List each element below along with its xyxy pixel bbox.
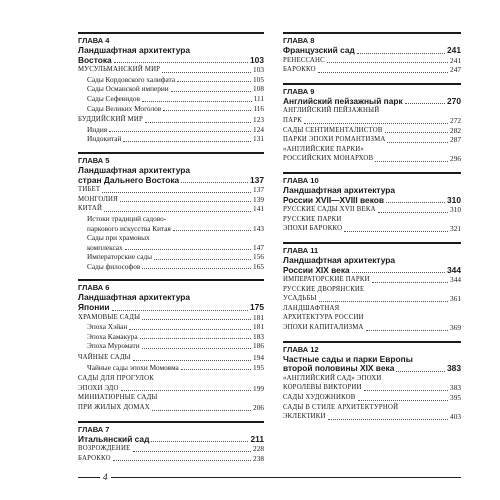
entry-page: 175 — [250, 302, 264, 313]
chapter-number: ГЛАВА 8 — [283, 36, 315, 45]
entry-page: 156 — [253, 252, 264, 262]
dot-leader — [120, 201, 251, 202]
entry-label: ВОЗРОЖДЕНИЕ — [78, 445, 131, 453]
toc-entry — [78, 75, 264, 85]
entry-label: России XVII—XVIII веков — [283, 194, 385, 205]
entry-label: ПАРК — [283, 116, 302, 124]
dot-leader — [319, 301, 448, 302]
chapter-header — [78, 421, 264, 435]
toc-entry — [283, 364, 461, 374]
page-number: 4 — [100, 470, 111, 484]
entry-label: САДЫ В СТИЛЕ АРХИТЕКТУРНОЙ — [283, 403, 399, 411]
chapter-block — [78, 279, 264, 412]
entry-label: Сады Сефевидов — [87, 93, 140, 103]
entry-page: 211 — [250, 433, 264, 444]
entry-page: 241 — [447, 45, 461, 55]
toc-entry — [283, 323, 461, 333]
entry-page: 369 — [450, 323, 461, 333]
entry-label: ПАРКИ ЭПОХИ РОМАНТИЗМА — [283, 136, 386, 144]
entry-page: 361 — [450, 294, 461, 304]
chapter-number: ГЛАВА 6 — [78, 283, 110, 293]
entry-label: Эпоха Камакура — [87, 331, 138, 341]
entry-label: ИМПЕРАТОРСКИЕ ПАРКИ — [283, 276, 370, 284]
dot-leader — [386, 202, 445, 203]
toc-entry — [78, 393, 264, 403]
dot-leader — [112, 310, 248, 311]
entry-label: комплексах — [87, 242, 123, 252]
dot-leader — [129, 329, 251, 330]
chapter-title: Ландшафтная архитектура — [283, 184, 396, 195]
chapter-number: ГЛАВА 11 — [283, 245, 319, 255]
dot-leader — [378, 212, 448, 213]
toc-entry — [283, 126, 461, 136]
entry-page: 123 — [253, 115, 264, 125]
toc-entry — [78, 353, 264, 363]
entry-page: 103 — [253, 65, 264, 75]
entry-page: 147 — [253, 242, 264, 252]
entry-page: 282 — [450, 125, 461, 135]
toc-entry — [78, 363, 264, 373]
toc-entry — [78, 204, 264, 214]
toc-entry — [283, 304, 461, 314]
dot-leader — [151, 441, 248, 442]
toc-entry — [78, 374, 264, 384]
entry-page: 247 — [450, 65, 461, 75]
entry-page: 194 — [253, 353, 264, 363]
chapter-number: ГЛАВА 5 — [78, 155, 110, 165]
toc-entry — [283, 46, 461, 56]
dot-leader — [327, 62, 448, 63]
entry-label: МОНГОЛИЯ — [78, 195, 118, 203]
entry-page: 137 — [250, 174, 264, 185]
entry-page: 165 — [253, 261, 264, 271]
entry-label: ТИБЕТ — [78, 186, 101, 194]
dot-leader — [109, 131, 251, 132]
entry-label: Итальянский сад — [78, 433, 150, 444]
toc-entry — [78, 341, 264, 351]
entry-label: РУССКИЕ ДВОРЯНСКИЕ — [283, 285, 365, 293]
dot-leader — [123, 141, 251, 142]
toc-entry — [78, 224, 264, 234]
dot-leader — [364, 390, 448, 391]
entry-label: УСАДЬБЫ — [283, 295, 317, 303]
entry-page: 296 — [450, 154, 461, 164]
toc-entry — [78, 104, 264, 114]
chapter-title: Ландшафтная архитектура — [78, 45, 191, 55]
dot-leader — [396, 371, 445, 372]
entry-label: САДЫ СЕНТИМЕНТАЛИСТОВ — [283, 126, 383, 134]
toc-entry — [78, 176, 264, 186]
entry-label: Сады Османской империи — [87, 84, 169, 94]
chapter-block — [283, 341, 461, 422]
dot-leader — [385, 132, 448, 133]
dot-leader — [366, 330, 449, 331]
entry-label: «АНГЛИЙСКИЙ САД» ЭПОХИ — [283, 374, 382, 382]
dot-leader — [181, 369, 251, 370]
entry-label: БУДДИЙСКИЙ МИР — [78, 116, 143, 124]
toc-column-right — [283, 32, 461, 430]
chapter-title: Ландшафтная архитектура — [78, 292, 191, 303]
toc-entry — [78, 115, 264, 125]
chapter-title: Частные сады и парки Европы — [283, 353, 413, 364]
dot-leader — [142, 268, 251, 269]
chapter-header — [283, 341, 461, 365]
entry-page: 287 — [450, 135, 461, 145]
toc-entry — [283, 403, 461, 413]
toc-entry — [78, 303, 264, 313]
toc-entry — [283, 266, 461, 276]
entry-page: 124 — [253, 124, 264, 134]
dot-leader — [344, 231, 448, 232]
chapter-number: ГЛАВА 10 — [283, 175, 319, 185]
toc-entry — [283, 374, 461, 384]
entry-label: «АНГЛИЙСКИЕ ПАРКИ» — [283, 145, 364, 153]
toc-column-left — [78, 32, 264, 471]
entry-page: 321 — [450, 224, 461, 234]
dot-leader — [304, 123, 448, 124]
entry-page: 139 — [253, 194, 264, 204]
toc-entry — [78, 233, 264, 243]
entry-label: Сады при храмовых — [87, 233, 150, 243]
dot-leader — [102, 192, 251, 193]
dot-leader — [318, 72, 448, 73]
chapter-number: ГЛАВА 9 — [283, 86, 315, 96]
toc-entry — [78, 454, 264, 464]
toc-entry — [283, 145, 461, 155]
toc-entry — [78, 444, 264, 454]
dot-leader — [352, 272, 445, 273]
entry-label: БАРОККО — [283, 66, 316, 74]
toc-entry — [283, 135, 461, 145]
entry-label: Английский пейзажный парк — [283, 95, 403, 106]
entry-label: САДЫ ХУДОЖНИКОВ — [283, 394, 356, 402]
toc-entry — [283, 56, 461, 66]
dot-leader — [142, 348, 251, 349]
entry-label: БАРОККО — [78, 454, 111, 462]
chapter-number: ГЛАВА 7 — [78, 424, 110, 434]
dot-leader — [387, 142, 448, 143]
toc-entry — [78, 262, 264, 272]
toc-entry — [283, 65, 461, 75]
chapter-block — [283, 242, 461, 333]
toc-entry — [283, 154, 461, 164]
entry-label: ЭПОХИ БАРОККО — [283, 225, 343, 233]
toc-entry — [78, 195, 264, 205]
entry-page: 131 — [253, 134, 264, 144]
entry-label: Истоки традиций садово- — [87, 213, 167, 223]
page-footer — [78, 470, 461, 486]
dot-leader — [113, 460, 251, 461]
chapter-block — [78, 152, 264, 272]
toc-entry — [78, 185, 264, 195]
entry-label: паркового искусства Китая — [87, 223, 171, 233]
entry-page: 105 — [253, 74, 264, 84]
toc-entry — [78, 243, 264, 253]
chapter-block — [283, 172, 461, 234]
entry-label: КОРОЛЕВЫ ВИКТОРИИ — [283, 384, 362, 392]
chapter-number: ГЛАВА 12 — [283, 344, 319, 354]
entry-label: ЭПОХИ КАПИТАЛИЗМА — [283, 324, 364, 332]
dot-leader — [173, 230, 251, 231]
toc-entry — [283, 393, 461, 403]
dot-leader — [328, 419, 448, 420]
entry-label: Сады Кордовского халифата — [87, 74, 176, 84]
chapter-block — [78, 32, 264, 144]
dot-leader — [121, 390, 251, 391]
dot-leader — [162, 72, 251, 73]
toc-entry — [78, 384, 264, 394]
entry-label: Эпоха Муромати — [87, 341, 140, 351]
chapter-block — [283, 83, 461, 164]
entry-page: 403 — [450, 412, 461, 422]
entry-page: 272 — [450, 115, 461, 125]
dot-leader — [372, 282, 448, 283]
entry-label: Востока — [78, 54, 112, 65]
dot-leader — [140, 338, 251, 339]
entry-label: ЭПОХИ ЭДО — [78, 384, 119, 392]
chapter-header — [283, 83, 461, 97]
entry-page: 310 — [450, 205, 461, 215]
toc-entry — [283, 106, 461, 116]
entry-label: Эпоха Хэйан — [87, 322, 128, 332]
toc-entry — [78, 65, 264, 75]
toc-entry — [78, 322, 264, 332]
entry-page: 137 — [253, 185, 264, 195]
entry-label: АРХИТЕКТУРА РОССИИ — [283, 314, 364, 322]
chapter-number: ГЛАВА 4 — [78, 36, 110, 45]
chapter-header — [78, 279, 264, 303]
toc-entry — [78, 84, 264, 94]
entry-page: 270 — [447, 95, 461, 106]
entry-label: ХРАМОВЫЕ САДЫ — [78, 313, 141, 321]
entry-label: Индокитай — [87, 134, 122, 144]
entry-label: САДЫ ДЛЯ ПРОГУЛОК — [78, 375, 154, 383]
toc-entry — [283, 294, 461, 304]
entry-label: МУСУЛЬМАНСКИЙ МИР — [78, 66, 161, 74]
toc-entry — [78, 214, 264, 224]
toc-entry — [78, 313, 264, 323]
entry-page: 186 — [253, 341, 264, 351]
dot-leader — [152, 410, 251, 411]
chapter-block — [283, 32, 461, 75]
dot-leader — [114, 62, 248, 63]
entry-page: 344 — [447, 264, 461, 275]
dot-leader — [405, 103, 445, 104]
entry-page: 395 — [450, 393, 461, 403]
toc-entry — [283, 196, 461, 206]
entry-label: РУССКИЕ САДЫ XVII ВЕКА — [283, 206, 376, 214]
entry-label: Японии — [78, 302, 110, 313]
entry-label: РЕНЕССАНС — [283, 56, 325, 64]
toc-entry — [283, 205, 461, 215]
chapter-header — [78, 32, 264, 56]
entry-label: ЭКЛЕКТИКИ — [283, 413, 326, 421]
entry-label: РОССИЙСКИХ МОНАРХОВ — [283, 155, 374, 163]
footer-rule — [78, 477, 461, 478]
chapter-title: Ландшафтная архитектура — [78, 164, 191, 175]
entry-label: Французский сад — [283, 45, 355, 55]
entry-page: 383 — [450, 383, 461, 393]
entry-label: ЛАНДШАФТНАЯ — [283, 304, 340, 312]
chapter-title: Ландшафтная архитектура — [283, 254, 396, 265]
entry-page: 143 — [253, 223, 264, 233]
dot-leader — [142, 101, 252, 102]
toc-entry — [78, 252, 264, 262]
entry-label: ПРИ ЖИЛЫХ ДОМАХ — [78, 404, 150, 411]
toc-entry — [283, 383, 461, 393]
entry-page: 116 — [253, 103, 264, 113]
entry-page: 103 — [250, 54, 264, 65]
entry-page: 141 — [253, 204, 264, 214]
entry-label: стран Дальнего Востока — [78, 174, 180, 185]
entry-page: 228 — [253, 444, 264, 454]
chapter-header — [78, 152, 264, 176]
entry-label: РУССКИЕ ПАРКИ — [283, 215, 342, 223]
entry-page: 111 — [253, 93, 264, 103]
entry-label: Чайные сады эпохи Момояма — [87, 362, 179, 372]
toc-entry — [78, 134, 264, 144]
entry-page: 195 — [253, 362, 264, 372]
entry-label: Императорские сады — [87, 252, 153, 262]
toc-entry — [78, 435, 264, 445]
entry-label: Сады Великих Моголов — [87, 103, 162, 113]
dot-leader — [133, 360, 251, 361]
entry-label: второй половины XIX века — [283, 363, 395, 374]
toc-entry — [78, 94, 264, 104]
dot-leader — [171, 91, 251, 92]
dot-leader — [104, 211, 251, 212]
entry-label: КИТАЙ — [78, 205, 103, 213]
dot-leader — [142, 319, 251, 320]
toc-entry — [283, 313, 461, 323]
dot-leader — [163, 110, 251, 111]
chapter-header — [283, 242, 461, 266]
entry-page: 183 — [253, 331, 264, 341]
entry-label: Сады философов — [87, 261, 141, 271]
chapter-block — [78, 421, 264, 464]
entry-label: России XIX века — [283, 264, 350, 275]
toc-entry — [283, 224, 461, 234]
entry-label: ЧАЙНЫЕ САДЫ — [78, 354, 131, 362]
toc-entry — [78, 125, 264, 135]
entry-page: 238 — [253, 453, 264, 463]
dot-leader — [177, 81, 251, 82]
entry-page: 344 — [450, 275, 461, 285]
toc-entry — [283, 97, 461, 107]
toc-entry — [283, 412, 461, 422]
toc-entry — [283, 285, 461, 295]
entry-page: 241 — [450, 55, 461, 65]
entry-label: МИНИАТЮРНЫЕ САДЫ — [78, 394, 158, 402]
dot-leader — [145, 122, 251, 123]
dot-leader — [125, 249, 251, 250]
dot-leader — [181, 182, 248, 183]
entry-page: 383 — [447, 363, 461, 374]
entry-label: Индия — [87, 124, 108, 134]
dot-leader — [154, 259, 251, 260]
entry-page: 310 — [447, 194, 461, 205]
dot-leader — [357, 53, 445, 54]
entry-page: 108 — [253, 84, 264, 94]
toc-entry — [283, 215, 461, 225]
entry-label: АНГЛИЙСКИЙ ПЕЙЗАЖНЫЙ — [283, 107, 380, 115]
entry-page: 199 — [253, 383, 264, 393]
toc-entry — [283, 275, 461, 285]
dot-leader — [375, 161, 448, 162]
chapter-header — [283, 32, 461, 46]
toc-entry — [78, 332, 264, 342]
dot-leader — [358, 400, 449, 401]
chapter-header — [283, 172, 461, 196]
entry-page: 181 — [253, 312, 264, 322]
toc-entry — [283, 116, 461, 126]
entry-page: 206 — [253, 403, 264, 412]
toc-entry — [78, 56, 264, 66]
toc-entry — [78, 403, 264, 413]
entry-page: 181 — [253, 322, 264, 332]
dot-leader — [133, 451, 252, 452]
